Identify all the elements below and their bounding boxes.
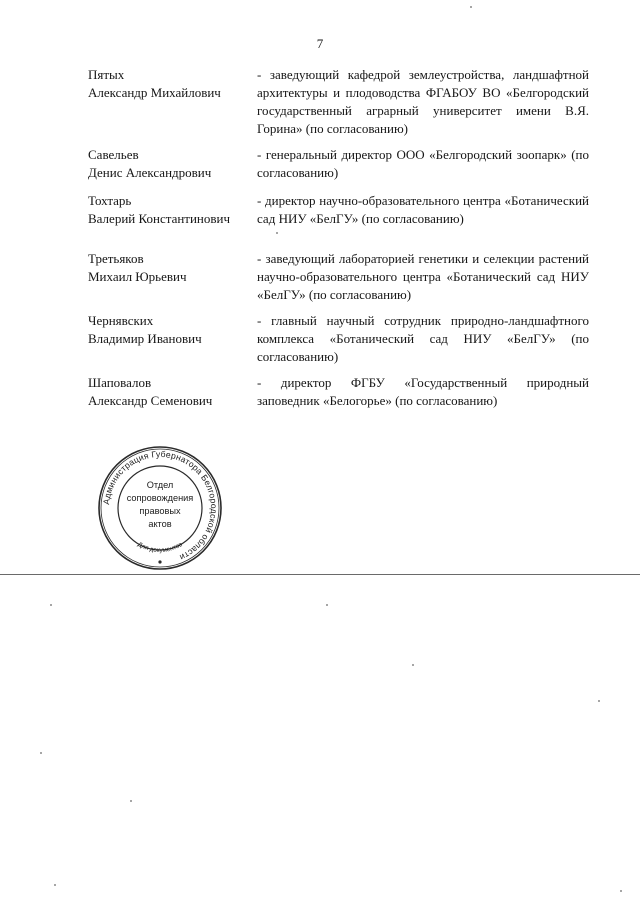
- member-surname: Третьяков: [88, 251, 144, 266]
- stamp-center-line: сопровождения: [126, 493, 194, 503]
- svg-text:Для документов: [136, 541, 184, 554]
- member-given-name: Александр Михайлович: [88, 85, 221, 100]
- stamp-center-line: актов: [148, 519, 172, 529]
- member-given-name: Владимир Иванович: [88, 331, 202, 346]
- member-surname: Шаповалов: [88, 375, 152, 390]
- member-surname: Тохтарь: [88, 193, 132, 208]
- member-name: [88, 250, 253, 286]
- member-position: - главный научный сотрудник природно-ландшафтного комплекса «Ботанический сад НИУ «БелГУ» (по согласованию): [257, 313, 589, 364]
- member-surname: Савельев: [88, 147, 139, 162]
- member-name: [88, 66, 253, 102]
- member-position: - директор научно-образовательного центра «Ботанический сад НИУ «БелГУ» (по согласованию): [257, 193, 589, 226]
- scan-speck: [620, 890, 622, 892]
- member-given-name: Валерий Константинович: [88, 211, 231, 226]
- member-position: - генеральный директор ООО «Белгородский зоопарк» (по согласованию): [257, 147, 589, 180]
- member-given-name: Михаил Юрьевич: [88, 269, 187, 284]
- member-name: [88, 374, 253, 410]
- member-given-name: Денис Александрович: [88, 165, 212, 180]
- member-name: [88, 192, 253, 228]
- member-position: - заведующий кафедрой землеустройства, ландшафтной архитектуры и плодоводства ФГАБОУ ВО «Белгородский государственный аграрный университет имени В.Я. Горина» (по согласованию): [257, 67, 589, 136]
- scan-speck: [130, 800, 132, 802]
- stamp-seal-icon: [96, 444, 224, 572]
- scan-speck: [326, 604, 328, 606]
- scan-speck: [50, 604, 52, 606]
- member-position: - директор ФГБУ «Государственный природный заповедник «Белогорье» (по согласованию): [257, 375, 589, 408]
- stamp-bottom-text: Для документов: [136, 541, 184, 555]
- page-number: 7: [316, 36, 324, 51]
- member-position: - заведующий лабораторией генетики и селекции растений научно-образовательного центра «Ботанический сад НИУ «БелГУ» (по согласованию): [257, 251, 589, 302]
- stamp-ring-text: Администрация Губернатора Белгородской области: [101, 448, 220, 563]
- scan-edge-line: [0, 574, 640, 575]
- member-given-name: Александр Семенович: [88, 393, 213, 408]
- stamp-center-line: правовых: [139, 506, 181, 516]
- stamp-center-line: Отдел: [146, 480, 174, 490]
- member-surname: Пятых: [88, 67, 125, 82]
- scan-speck: [470, 6, 472, 8]
- member-name: [88, 146, 253, 182]
- scan-speck: [598, 700, 600, 702]
- department-stamp: [96, 444, 224, 572]
- scan-speck: [54, 884, 56, 886]
- member-name: [88, 312, 253, 348]
- scan-speck: [412, 664, 414, 666]
- scan-speck: [40, 752, 42, 754]
- scan-speck: [276, 232, 278, 234]
- member-surname: Чернявских: [88, 313, 154, 328]
